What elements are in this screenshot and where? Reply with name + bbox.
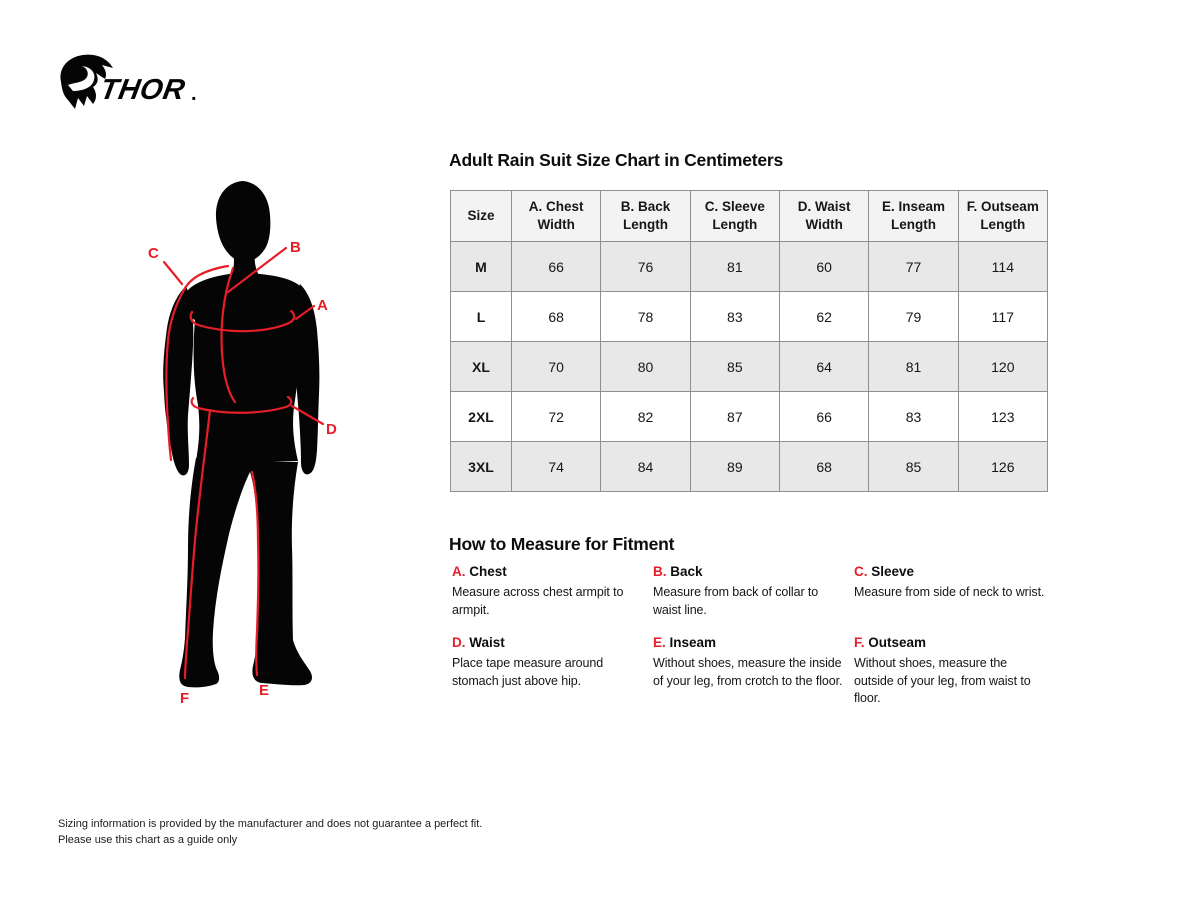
measure-letter: B. (653, 564, 667, 579)
measure-item-waist (452, 635, 653, 708)
figure-label-a: A (317, 297, 328, 314)
header-inseam-length: E. Inseam Length (869, 191, 958, 242)
brand-trademark-dot: . (191, 83, 197, 105)
value-cell: 64 (779, 342, 868, 392)
measure-desc: Measure across chest armpit to armpit. (452, 585, 624, 617)
measure-desc: Measure from side of neck to wrist. (854, 585, 1045, 599)
value-cell: 82 (601, 392, 690, 442)
value-cell: 83 (690, 292, 779, 342)
value-cell: 60 (779, 242, 868, 292)
figure-label-f: F (180, 690, 190, 707)
thor-logo (55, 52, 215, 112)
value-cell: 76 (601, 242, 690, 292)
measure-letter: A. (452, 564, 466, 579)
measure-item-inseam (653, 635, 854, 708)
measure-name: Chest (469, 564, 507, 579)
measure-desc: Without shoes, measure the inside of your leg, from crotch to the floor. (653, 656, 843, 688)
value-cell: 114 (958, 242, 1047, 292)
measure-desc: Measure from back of collar to waist line. (653, 585, 819, 617)
figure-label-c: C (148, 245, 159, 262)
value-cell: 126 (958, 442, 1047, 492)
value-cell: 87 (690, 392, 779, 442)
value-cell: 77 (869, 242, 958, 292)
inseam-line (252, 472, 258, 675)
disclaimer-line-1: Sizing information is provided by the manufacturer and does not guarantee a perfect fit. (58, 818, 483, 830)
header-size: Size (451, 191, 512, 242)
measure-item-back (653, 564, 854, 635)
value-cell: 89 (690, 442, 779, 492)
table-row-l (451, 292, 1048, 342)
disclaimer-footer (58, 817, 482, 849)
size-cell: XL (451, 342, 512, 392)
value-cell: 85 (869, 442, 958, 492)
measure-item-sleeve (854, 564, 1055, 635)
table-row-m (451, 242, 1048, 292)
header-back-length: B. Back Length (601, 191, 690, 242)
header-chest-width: A. Chest Width (512, 191, 601, 242)
value-cell: 81 (869, 342, 958, 392)
measure-heading: How to Measure for Fitment (449, 534, 675, 554)
measure-desc: Without shoes, measure the outside of your leg, from waist to floor. (854, 656, 1031, 705)
size-cell: 2XL (451, 392, 512, 442)
header-outseam-length: F. Outseam Length (958, 191, 1047, 242)
value-cell: 70 (512, 342, 601, 392)
size-chart-table (450, 190, 1048, 492)
value-cell: 81 (690, 242, 779, 292)
body-silhouette (163, 181, 319, 687)
measure-name: Inseam (669, 635, 717, 650)
value-cell: 117 (958, 292, 1047, 342)
measure-name: Sleeve (871, 564, 915, 579)
measurement-figure (140, 170, 350, 715)
value-cell: 80 (601, 342, 690, 392)
header-sleeve-length: C. Sleeve Length (690, 191, 779, 242)
value-cell: 83 (869, 392, 958, 442)
figure-label-b: B (290, 239, 301, 256)
size-cell: 3XL (451, 442, 512, 492)
value-cell: 66 (512, 242, 601, 292)
table-row-2xl (451, 392, 1048, 442)
value-cell: 68 (779, 442, 868, 492)
value-cell: 68 (512, 292, 601, 342)
measure-name: Waist (469, 635, 505, 650)
size-cell: M (451, 242, 512, 292)
brand-text: THOR (97, 74, 188, 106)
value-cell: 79 (869, 292, 958, 342)
measure-item-outseam (854, 635, 1055, 708)
value-cell: 74 (512, 442, 601, 492)
header-waist-width: D. Waist Width (779, 191, 868, 242)
value-cell: 62 (779, 292, 868, 342)
measure-grid (452, 564, 1058, 708)
measure-letter: D. (452, 635, 466, 650)
figure-label-d: D (326, 421, 337, 438)
table-header-row (451, 191, 1048, 242)
disclaimer-line-2: Please use this chart as a guide only (58, 833, 238, 846)
page-title: Adult Rain Suit Size Chart in Centimeters (449, 150, 784, 170)
measure-item-chest (452, 564, 653, 635)
value-cell: 120 (958, 342, 1047, 392)
value-cell: 78 (601, 292, 690, 342)
measure-letter: E. (653, 635, 666, 650)
sleeve-leader-line (164, 262, 182, 284)
figure-label-e: E (259, 682, 270, 699)
table-row-xl (451, 342, 1048, 392)
value-cell: 72 (512, 392, 601, 442)
size-cell: L (451, 292, 512, 342)
measure-desc: Place tape measure around stomach just above hip. (452, 656, 604, 688)
value-cell: 85 (690, 342, 779, 392)
measure-letter: F. (854, 635, 865, 650)
measure-name: Outseam (868, 635, 927, 650)
measure-letter: C. (854, 564, 868, 579)
value-cell: 84 (601, 442, 690, 492)
value-cell: 66 (779, 392, 868, 442)
value-cell: 123 (958, 392, 1047, 442)
measure-name: Back (670, 564, 703, 579)
table-row-3xl (451, 442, 1048, 492)
